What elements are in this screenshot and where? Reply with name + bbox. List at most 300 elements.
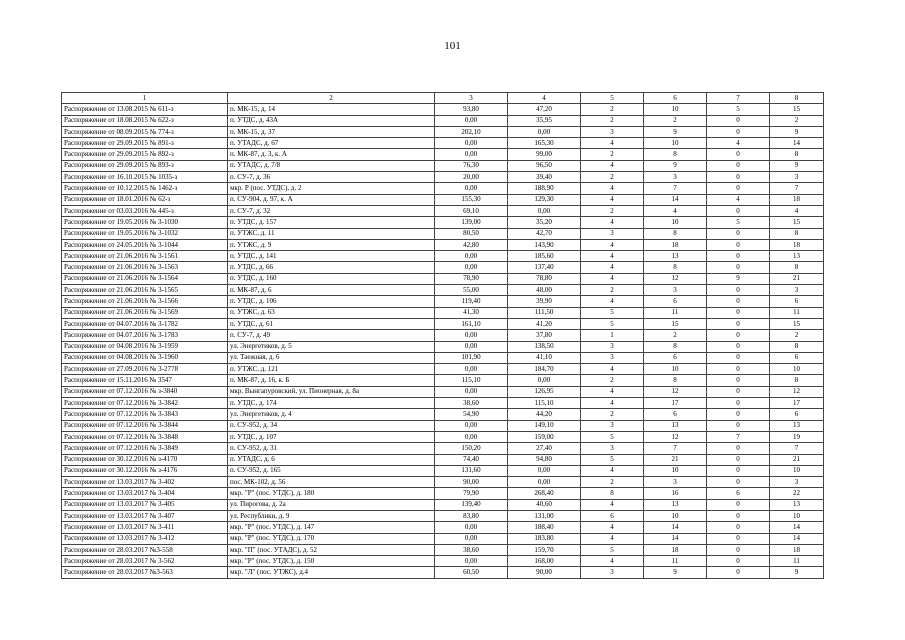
order-cell: Распоряжение от 03.03.2016 № 445-з bbox=[62, 205, 228, 216]
count-cell: 0 bbox=[707, 477, 770, 488]
order-cell: Распоряжение от 13.03.2017 № 3-412 bbox=[62, 533, 228, 544]
table-row bbox=[62, 567, 824, 578]
count-cell: 0 bbox=[707, 398, 770, 409]
count-cell: 3 bbox=[581, 228, 644, 239]
table-row bbox=[62, 296, 824, 307]
table-row bbox=[62, 285, 824, 296]
value-cell: 69,10 bbox=[435, 205, 508, 216]
order-cell: Распоряжение от 04.07.2016 № 3-1782 bbox=[62, 318, 228, 329]
value-cell: 0,00 bbox=[435, 183, 508, 194]
page-number: 101 bbox=[444, 40, 461, 52]
table-row bbox=[62, 533, 824, 544]
count-cell: 14 bbox=[644, 533, 707, 544]
count-cell: 3 bbox=[770, 285, 824, 296]
table-row bbox=[62, 341, 824, 352]
order-cell: Распоряжение от 21.06.2016 № 3-1563 bbox=[62, 262, 228, 273]
value-cell: 37,80 bbox=[508, 330, 581, 341]
order-cell: Распоряжение от 28.03.2017 №3-558 bbox=[62, 544, 228, 555]
count-cell: 15 bbox=[770, 104, 824, 115]
value-cell: 48,00 bbox=[508, 285, 581, 296]
value-cell: 20,00 bbox=[435, 172, 508, 183]
count-cell: 2 bbox=[581, 285, 644, 296]
count-cell: 3 bbox=[581, 567, 644, 578]
count-cell: 0 bbox=[707, 499, 770, 510]
address-cell: мкр. "Р" (пос. УТДС), д. 170 bbox=[228, 533, 435, 544]
count-cell: 0 bbox=[707, 522, 770, 533]
count-cell: 0 bbox=[707, 251, 770, 262]
table-row bbox=[62, 251, 824, 262]
count-cell: 5 bbox=[581, 307, 644, 318]
order-cell: Распоряжение от 18.01.2016 № 62-з bbox=[62, 194, 228, 205]
address-cell: п. УТАДС, д. 6 bbox=[228, 454, 435, 465]
count-cell: 9 bbox=[707, 273, 770, 284]
count-cell: 11 bbox=[644, 556, 707, 567]
order-cell: Распоряжение от 21.06.2016 № 3-1565 bbox=[62, 285, 228, 296]
count-cell: 4 bbox=[581, 499, 644, 510]
count-cell: 13 bbox=[770, 251, 824, 262]
count-cell: 0 bbox=[707, 567, 770, 578]
address-cell: п. СУ-7, д. 36 bbox=[228, 172, 435, 183]
value-cell: 183,80 bbox=[508, 533, 581, 544]
count-cell: 4 bbox=[581, 183, 644, 194]
count-cell: 8 bbox=[644, 375, 707, 386]
value-cell: 115,10 bbox=[508, 398, 581, 409]
count-cell: 13 bbox=[770, 499, 824, 510]
column-header: 5 bbox=[581, 93, 644, 104]
count-cell: 2 bbox=[581, 409, 644, 420]
count-cell: 12 bbox=[770, 386, 824, 397]
table-row bbox=[62, 239, 824, 250]
count-cell: 10 bbox=[644, 364, 707, 375]
count-cell: 18 bbox=[644, 544, 707, 555]
order-cell: Распоряжение от 07.12.2016 № 3-3849 bbox=[62, 443, 228, 454]
value-cell: 0,00 bbox=[435, 364, 508, 375]
count-cell: 0 bbox=[707, 465, 770, 476]
order-cell: Распоряжение от 13.08.2015 № 611-з bbox=[62, 104, 228, 115]
count-cell: 4 bbox=[581, 533, 644, 544]
count-cell: 12 bbox=[644, 386, 707, 397]
table-row bbox=[62, 488, 824, 499]
value-cell: 41,30 bbox=[435, 307, 508, 318]
address-cell: ул. Пирогова, д. 2а bbox=[228, 499, 435, 510]
order-cell: Распоряжение от 28.03.2017 № 3-562 bbox=[62, 556, 228, 567]
count-cell: 22 bbox=[770, 488, 824, 499]
address-cell: ул. Таежная, д. 6 bbox=[228, 352, 435, 363]
table-row bbox=[62, 172, 824, 183]
address-cell: п. УТДС, д. 61 bbox=[228, 318, 435, 329]
value-cell: 188,40 bbox=[508, 522, 581, 533]
order-cell: Распоряжение от 30.12.2016 № з-4176 bbox=[62, 465, 228, 476]
value-cell: 35,20 bbox=[508, 217, 581, 228]
count-cell: 0 bbox=[707, 510, 770, 521]
value-cell: 0,00 bbox=[435, 251, 508, 262]
order-cell: Распоряжение от 29.09.2015 № 893-з bbox=[62, 160, 228, 171]
value-cell: 131,60 bbox=[435, 465, 508, 476]
value-cell: 0,00 bbox=[435, 262, 508, 273]
count-cell: 4 bbox=[770, 205, 824, 216]
count-cell: 8 bbox=[770, 228, 824, 239]
value-cell: 79,90 bbox=[435, 488, 508, 499]
data-table bbox=[61, 92, 824, 579]
count-cell: 2 bbox=[644, 330, 707, 341]
table-row bbox=[62, 477, 824, 488]
count-cell: 0 bbox=[707, 149, 770, 160]
table-row bbox=[62, 104, 824, 115]
order-cell: Распоряжение от 30.12.2016 № з-4170 bbox=[62, 454, 228, 465]
value-cell: 93,80 bbox=[435, 104, 508, 115]
count-cell: 1 bbox=[581, 330, 644, 341]
count-cell: 0 bbox=[707, 318, 770, 329]
count-cell: 3 bbox=[581, 352, 644, 363]
count-cell: 18 bbox=[644, 239, 707, 250]
order-cell: Распоряжение от 04.08.2016 № 3-1960 bbox=[62, 352, 228, 363]
count-cell: 0 bbox=[707, 352, 770, 363]
count-cell: 4 bbox=[581, 138, 644, 149]
count-cell: 8 bbox=[770, 375, 824, 386]
address-cell: п. УТДС, д. 160 bbox=[228, 273, 435, 284]
value-cell: 76,30 bbox=[435, 160, 508, 171]
count-cell: 8 bbox=[581, 488, 644, 499]
count-cell: 0 bbox=[707, 420, 770, 431]
count-cell: 0 bbox=[707, 205, 770, 216]
address-cell: п. СУ-952, д. 165 bbox=[228, 465, 435, 476]
value-cell: 159,00 bbox=[508, 431, 581, 442]
order-cell: Распоряжение от 21.06.2016 № 3-1564 bbox=[62, 273, 228, 284]
count-cell: 9 bbox=[644, 126, 707, 137]
count-cell: 3 bbox=[770, 477, 824, 488]
count-cell: 9 bbox=[770, 126, 824, 137]
table-row bbox=[62, 194, 824, 205]
count-cell: 0 bbox=[707, 115, 770, 126]
count-cell: 9 bbox=[770, 567, 824, 578]
count-cell: 0 bbox=[707, 126, 770, 137]
value-cell: 0,00 bbox=[435, 420, 508, 431]
count-cell: 3 bbox=[581, 443, 644, 454]
count-cell: 8 bbox=[644, 228, 707, 239]
order-cell: Распоряжение от 07.12.2016 № 3-3844 bbox=[62, 420, 228, 431]
count-cell: 13 bbox=[770, 420, 824, 431]
order-cell: Распоряжение от 07.12.2016 № 3-3843 bbox=[62, 409, 228, 420]
value-cell: 168,00 bbox=[508, 556, 581, 567]
address-cell: п. УТДС, д. 106 bbox=[228, 296, 435, 307]
value-cell: 165,30 bbox=[508, 138, 581, 149]
count-cell: 21 bbox=[770, 273, 824, 284]
count-cell: 7 bbox=[644, 443, 707, 454]
count-cell: 3 bbox=[581, 341, 644, 352]
value-cell: 0,00 bbox=[435, 533, 508, 544]
table-row bbox=[62, 217, 824, 228]
order-cell: Распоряжение от 19.05.2016 № 3-1030 bbox=[62, 217, 228, 228]
count-cell: 12 bbox=[644, 431, 707, 442]
count-cell: 19 bbox=[770, 431, 824, 442]
table-row bbox=[62, 499, 824, 510]
count-cell: 17 bbox=[644, 398, 707, 409]
count-cell: 4 bbox=[707, 194, 770, 205]
address-cell: мкр. "Р" (пос. УТДС), д. 147 bbox=[228, 522, 435, 533]
count-cell: 0 bbox=[707, 296, 770, 307]
count-cell: 10 bbox=[770, 510, 824, 521]
count-cell: 14 bbox=[644, 194, 707, 205]
count-cell: 0 bbox=[707, 454, 770, 465]
value-cell: 0,00 bbox=[435, 149, 508, 160]
value-cell: 126,95 bbox=[508, 386, 581, 397]
count-cell: 12 bbox=[644, 273, 707, 284]
count-cell: 8 bbox=[770, 149, 824, 160]
count-cell: 4 bbox=[644, 205, 707, 216]
count-cell: 13 bbox=[644, 499, 707, 510]
value-cell: 0,00 bbox=[508, 375, 581, 386]
value-cell: 159,70 bbox=[508, 544, 581, 555]
value-cell: 27,40 bbox=[508, 443, 581, 454]
count-cell: 4 bbox=[581, 386, 644, 397]
table-row bbox=[62, 420, 824, 431]
count-cell: 0 bbox=[707, 228, 770, 239]
order-cell: Распоряжение от 21.06.2016 № 3-1566 bbox=[62, 296, 228, 307]
value-cell: 35,95 bbox=[508, 115, 581, 126]
table-row bbox=[62, 409, 824, 420]
value-cell: 38,60 bbox=[435, 398, 508, 409]
value-cell: 41,10 bbox=[508, 352, 581, 363]
order-cell: Распоряжение от 13.03.2017 № 3-402 bbox=[62, 477, 228, 488]
count-cell: 4 bbox=[581, 398, 644, 409]
count-cell: 11 bbox=[644, 307, 707, 318]
value-cell: 90,00 bbox=[435, 477, 508, 488]
value-cell: 0,00 bbox=[435, 556, 508, 567]
value-cell: 0,00 bbox=[508, 126, 581, 137]
order-cell: Распоряжение от 21.06.2016 № 3-1561 bbox=[62, 251, 228, 262]
table-row bbox=[62, 431, 824, 442]
table-row bbox=[62, 398, 824, 409]
count-cell: 7 bbox=[707, 431, 770, 442]
count-cell: 10 bbox=[770, 465, 824, 476]
value-cell: 42,70 bbox=[508, 228, 581, 239]
address-cell: п. УТЖС, д. 11 bbox=[228, 228, 435, 239]
order-cell: Распоряжение от 27.09.2016 № 3-2778 bbox=[62, 364, 228, 375]
value-cell: 0,00 bbox=[435, 386, 508, 397]
value-cell: 119,40 bbox=[435, 296, 508, 307]
order-cell: Распоряжение от 18.08.2015 № 622-з bbox=[62, 115, 228, 126]
value-cell: 0,00 bbox=[435, 522, 508, 533]
address-cell: мкр. Р (пос. УТДС), д. 2 bbox=[228, 183, 435, 194]
count-cell: 3 bbox=[770, 172, 824, 183]
count-cell: 4 bbox=[581, 465, 644, 476]
count-cell: 11 bbox=[770, 556, 824, 567]
table-row bbox=[62, 465, 824, 476]
order-cell: Распоряжение от 07.12.2016 № з-3840 bbox=[62, 386, 228, 397]
count-cell: 14 bbox=[770, 522, 824, 533]
count-cell: 3 bbox=[644, 285, 707, 296]
count-cell: 0 bbox=[707, 544, 770, 555]
count-cell: 9 bbox=[644, 160, 707, 171]
table-row bbox=[62, 510, 824, 521]
address-cell: п. УТДС, д. 107 bbox=[228, 431, 435, 442]
count-cell: 8 bbox=[644, 262, 707, 273]
count-cell: 0 bbox=[707, 330, 770, 341]
order-cell: Распоряжение от 13.03.2017 № 3-404 bbox=[62, 488, 228, 499]
count-cell: 0 bbox=[707, 239, 770, 250]
count-cell: 0 bbox=[707, 364, 770, 375]
count-cell: 0 bbox=[707, 386, 770, 397]
count-cell: 0 bbox=[707, 307, 770, 318]
address-cell: п. УТЖС, д. 121 bbox=[228, 364, 435, 375]
count-cell: 18 bbox=[770, 544, 824, 555]
count-cell: 3 bbox=[581, 126, 644, 137]
count-cell: 9 bbox=[770, 160, 824, 171]
count-cell: 4 bbox=[581, 239, 644, 250]
header-row bbox=[62, 93, 824, 104]
count-cell: 6 bbox=[581, 510, 644, 521]
count-cell: 8 bbox=[644, 149, 707, 160]
count-cell: 2 bbox=[770, 115, 824, 126]
address-cell: п. СУ-7, д. 32 bbox=[228, 205, 435, 216]
order-cell: Распоряжение от 19.05.2016 № 3-1032 bbox=[62, 228, 228, 239]
count-cell: 4 bbox=[581, 273, 644, 284]
address-cell: ул. Республики, д. 9 bbox=[228, 510, 435, 521]
value-cell: 44,20 bbox=[508, 409, 581, 420]
address-cell: п. УТДС, д. 43А bbox=[228, 115, 435, 126]
address-cell: п. УТЖС, д. 9 bbox=[228, 239, 435, 250]
value-cell: 83,80 bbox=[435, 510, 508, 521]
address-cell: п. МК-87, д. 3, к. А bbox=[228, 149, 435, 160]
value-cell: 78,90 bbox=[435, 273, 508, 284]
count-cell: 15 bbox=[770, 318, 824, 329]
value-cell: 129,30 bbox=[508, 194, 581, 205]
count-cell: 4 bbox=[707, 138, 770, 149]
table-row bbox=[62, 228, 824, 239]
table-row bbox=[62, 522, 824, 533]
count-cell: 0 bbox=[707, 409, 770, 420]
count-cell: 4 bbox=[581, 296, 644, 307]
count-cell: 6 bbox=[770, 409, 824, 420]
order-cell: Распоряжение от 28.03.2017 №3-563 bbox=[62, 567, 228, 578]
table-row bbox=[62, 262, 824, 273]
count-cell: 6 bbox=[770, 296, 824, 307]
order-cell: Распоряжение от 07.12.2016 № 3-3842 bbox=[62, 398, 228, 409]
address-cell: п. СУ-7, д. 49 bbox=[228, 330, 435, 341]
count-cell: 2 bbox=[581, 172, 644, 183]
count-cell: 10 bbox=[644, 138, 707, 149]
address-cell: п. УТДС, д. 157 bbox=[228, 217, 435, 228]
value-cell: 143,90 bbox=[508, 239, 581, 250]
address-cell: п. МК-87, д. 6 bbox=[228, 285, 435, 296]
table-row bbox=[62, 386, 824, 397]
count-cell: 11 bbox=[770, 307, 824, 318]
value-cell: 74,40 bbox=[435, 454, 508, 465]
value-cell: 188,90 bbox=[508, 183, 581, 194]
count-cell: 8 bbox=[770, 262, 824, 273]
count-cell: 2 bbox=[644, 115, 707, 126]
count-cell: 14 bbox=[770, 533, 824, 544]
count-cell: 3 bbox=[581, 420, 644, 431]
value-cell: 0,00 bbox=[508, 477, 581, 488]
count-cell: 7 bbox=[770, 443, 824, 454]
count-cell: 2 bbox=[581, 104, 644, 115]
order-cell: Распоряжение от 13.03.2017 № 3-407 bbox=[62, 510, 228, 521]
count-cell: 3 bbox=[644, 477, 707, 488]
address-cell: п. УТАДС, д. 67 bbox=[228, 138, 435, 149]
count-cell: 5 bbox=[707, 217, 770, 228]
value-cell: 0,00 bbox=[435, 330, 508, 341]
count-cell: 7 bbox=[644, 183, 707, 194]
table-row bbox=[62, 330, 824, 341]
value-cell: 0,00 bbox=[435, 115, 508, 126]
address-cell: мкр. Вынгапуровский, ул. Пионерная, д. 8а bbox=[228, 386, 435, 397]
count-cell: 9 bbox=[644, 567, 707, 578]
address-cell: ул. Энергетиков, д. 4 bbox=[228, 409, 435, 420]
address-cell: мкр. "Л" (пос. УТЖС), д.4 bbox=[228, 567, 435, 578]
count-cell: 0 bbox=[707, 341, 770, 352]
count-cell: 14 bbox=[770, 138, 824, 149]
table-row bbox=[62, 126, 824, 137]
value-cell: 60,50 bbox=[435, 567, 508, 578]
value-cell: 55,00 bbox=[435, 285, 508, 296]
order-cell: Распоряжение от 21.06.2016 № 3-1569 bbox=[62, 307, 228, 318]
column-header: 4 bbox=[508, 93, 581, 104]
value-cell: 47,20 bbox=[508, 104, 581, 115]
count-cell: 10 bbox=[644, 217, 707, 228]
count-cell: 6 bbox=[770, 352, 824, 363]
address-cell: п. УТДС, д. 66 bbox=[228, 262, 435, 273]
address-cell: п. МК-87, д. 16, к. Б bbox=[228, 375, 435, 386]
count-cell: 10 bbox=[644, 465, 707, 476]
table-row bbox=[62, 160, 824, 171]
count-cell: 4 bbox=[581, 251, 644, 262]
order-cell: Распоряжение от 16.10.2015 № 1035-з bbox=[62, 172, 228, 183]
value-cell: 78,80 bbox=[508, 273, 581, 284]
count-cell: 0 bbox=[707, 172, 770, 183]
count-cell: 5 bbox=[707, 104, 770, 115]
address-cell: п. СУ-952, д. 34 bbox=[228, 420, 435, 431]
address-cell: п. МК-15, д. 37 bbox=[228, 126, 435, 137]
count-cell: 0 bbox=[707, 160, 770, 171]
count-cell: 2 bbox=[770, 330, 824, 341]
count-cell: 5 bbox=[581, 544, 644, 555]
count-cell: 2 bbox=[581, 375, 644, 386]
value-cell: 90,00 bbox=[508, 567, 581, 578]
table-row bbox=[62, 443, 824, 454]
address-cell: п. УТДС, д. 174 bbox=[228, 398, 435, 409]
count-cell: 16 bbox=[644, 488, 707, 499]
value-cell: 39,40 bbox=[508, 172, 581, 183]
count-cell: 4 bbox=[581, 262, 644, 273]
address-cell: п. УТЖС, д. 63 bbox=[228, 307, 435, 318]
order-cell: Распоряжение от 15.11.2016 № 3547 bbox=[62, 375, 228, 386]
value-cell: 54,90 bbox=[435, 409, 508, 420]
address-cell: п. МК-15, д. 14 bbox=[228, 104, 435, 115]
count-cell: 0 bbox=[707, 533, 770, 544]
table-row bbox=[62, 364, 824, 375]
value-cell: 155,30 bbox=[435, 194, 508, 205]
value-cell: 161,10 bbox=[435, 318, 508, 329]
order-cell: Распоряжение от 29.09.2015 № 891-з bbox=[62, 138, 228, 149]
order-cell: Распоряжение от 29.09.2015 № 892-з bbox=[62, 149, 228, 160]
value-cell: 184,70 bbox=[508, 364, 581, 375]
count-cell: 5 bbox=[581, 318, 644, 329]
count-cell: 0 bbox=[707, 375, 770, 386]
value-cell: 150,20 bbox=[435, 443, 508, 454]
count-cell: 14 bbox=[644, 522, 707, 533]
count-cell: 10 bbox=[644, 104, 707, 115]
count-cell: 8 bbox=[644, 341, 707, 352]
address-cell: п. УТДС, д. 141 bbox=[228, 251, 435, 262]
count-cell: 0 bbox=[707, 183, 770, 194]
count-cell: 3 bbox=[644, 172, 707, 183]
address-cell: п. СУ-952, д. 31 bbox=[228, 443, 435, 454]
count-cell: 4 bbox=[581, 556, 644, 567]
count-cell: 0 bbox=[707, 262, 770, 273]
count-cell: 13 bbox=[644, 251, 707, 262]
value-cell: 138,50 bbox=[508, 341, 581, 352]
